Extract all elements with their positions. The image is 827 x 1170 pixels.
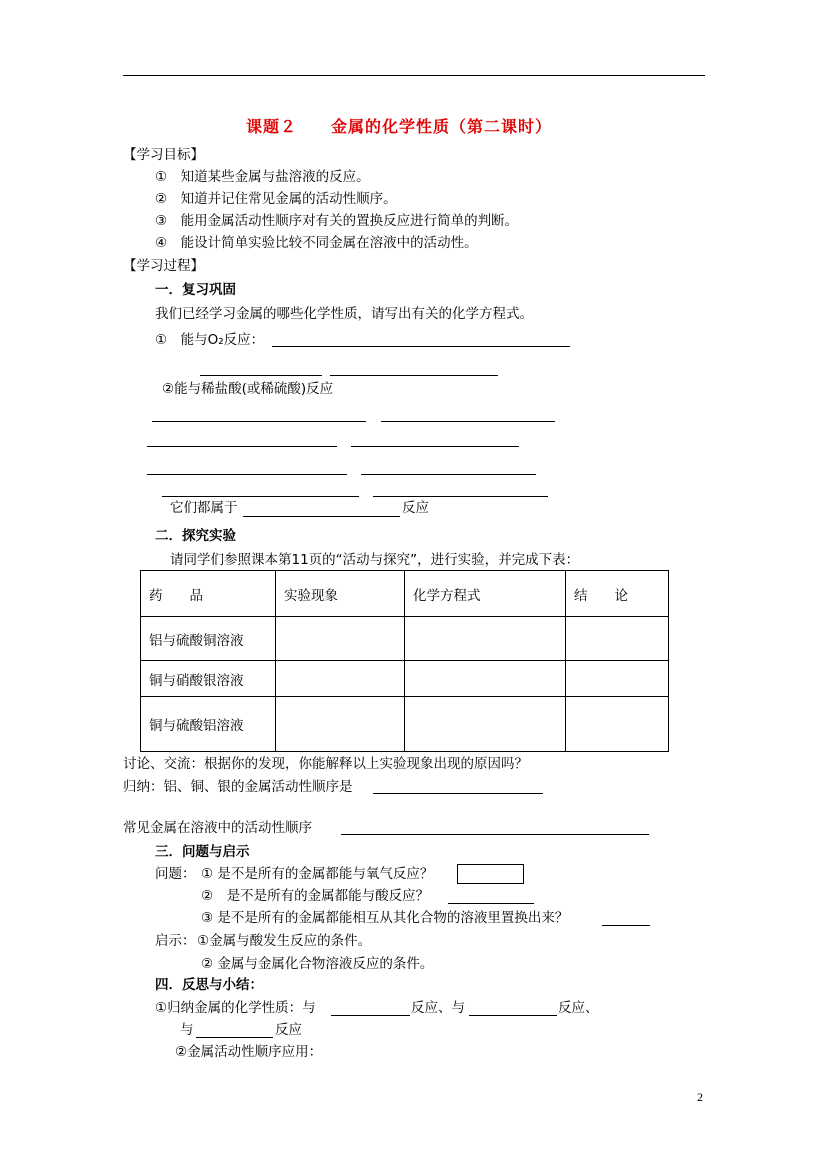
question-3: ③ 是不是所有的金属都能相互从其化合物的溶液里置换出来？ [201, 910, 569, 926]
table-header: 药 品 [141, 571, 276, 617]
review-intro: 我们已经学习金属的哪些化学性质，请写出有关的化学方程式。 [155, 306, 533, 322]
reflection-line3: ②金属活动性顺序应用： [175, 1044, 323, 1060]
goals-heading: 【学习目标】 [123, 147, 204, 163]
discussion-text: 讨论、交流：根据你的发现，你能解释以上实验现象出现的原因吗？ [123, 756, 528, 772]
table-header: 结 论 [566, 571, 669, 617]
reflection-line2-a: 与 [180, 1022, 194, 1038]
table-cell-reagent: 铜与硫酸铝溶液 [141, 697, 276, 752]
table-cell-input[interactable] [566, 697, 669, 752]
review-summary-label: 它们都属于 [170, 500, 238, 516]
table-cell-input[interactable] [405, 697, 566, 752]
experiment-intro: 请同学们参照课本第11页的“活动与探究”，进行实验，并完成下表： [170, 552, 580, 568]
answer-blank[interactable] [351, 446, 519, 447]
reflection-heading: 四．反思与小结： [155, 977, 263, 993]
hint-2: ② 金属与金属化合物溶液反应的条件。 [201, 956, 434, 972]
induction-text: 归纳：铝、铜、银的金属活动性顺序是 [123, 779, 353, 795]
answer-blank[interactable] [469, 1015, 557, 1016]
questions-heading: 三．问题与启示 [155, 844, 250, 860]
table-cell-reagent: 铝与硫酸铜溶液 [141, 617, 276, 661]
answer-blank[interactable] [373, 496, 548, 497]
answer-blank[interactable] [373, 793, 543, 794]
table-header: 实验现象 [276, 571, 405, 617]
table-cell-input[interactable] [276, 617, 405, 661]
page-title: 课题２ 金属的化学性质（第二课时） [246, 117, 553, 136]
goal-item: ② 知道并记住常见金属的活动性顺序。 [155, 191, 397, 207]
common-order-label: 常见金属在溶液中的活动性顺序 [123, 820, 312, 836]
experiment-table [140, 570, 669, 752]
answer-blank[interactable] [200, 375, 322, 376]
answer-blank[interactable] [147, 474, 347, 475]
hints-label: 启示： [155, 933, 196, 949]
table-cell-input[interactable] [405, 617, 566, 661]
table-cell-reagent: 铜与硝酸银溶液 [141, 661, 276, 697]
table-cell-input[interactable] [566, 661, 669, 697]
hint-1: ①金属与酸发生反应的条件。 [197, 933, 372, 949]
reflection-line2-b: 反应 [275, 1022, 302, 1038]
header-rule [123, 75, 705, 76]
goal-item: ① 知道某些金属与盐溶液的反应。 [155, 169, 370, 185]
answer-blank[interactable] [361, 474, 536, 475]
answer-blank[interactable] [330, 375, 498, 376]
answer-blank[interactable] [341, 834, 649, 835]
page-number: 2 [697, 1090, 703, 1104]
table-cell-input[interactable] [566, 617, 669, 661]
table-cell-input[interactable] [276, 661, 405, 697]
question-2: ② 是不是所有的金属都能与酸反应？ [201, 888, 430, 904]
answer-blank[interactable] [196, 1037, 273, 1038]
review-summary-suffix: 反应 [402, 500, 429, 516]
answer-blank[interactable] [147, 446, 337, 447]
review-item-o2: ① 能与O₂反应： [155, 332, 265, 348]
table-cell-input[interactable] [276, 697, 405, 752]
question-1: ① 是不是所有的金属都能与氧气反应？ [201, 866, 434, 882]
answer-blank[interactable] [152, 421, 366, 422]
answer-blank[interactable] [162, 496, 359, 497]
reflection-line1-b: 反应、与 [411, 1000, 465, 1016]
answer-blank[interactable] [381, 421, 555, 422]
table-cell-input[interactable] [405, 661, 566, 697]
answer-blank[interactable] [602, 925, 650, 926]
reflection-line1-c: 反应、 [558, 1000, 599, 1016]
answer-blank[interactable] [331, 1015, 410, 1016]
process-heading: 【学习过程】 [123, 258, 204, 274]
answer-box[interactable] [457, 864, 524, 884]
answer-blank[interactable] [272, 346, 570, 347]
reflection-line1-a: ①归纳金属的化学性质：与 [155, 1000, 316, 1016]
table-header: 化学方程式 [405, 571, 566, 617]
goal-item: ③ 能用金属活动性顺序对有关的置换反应进行简单的判断。 [155, 213, 519, 229]
reaction-type-blank[interactable] [243, 516, 400, 517]
answer-blank[interactable] [448, 903, 534, 904]
experiment-heading: 二．探究实验 [155, 528, 236, 544]
questions-label: 问题： [155, 866, 196, 882]
goal-item: ④ 能设计简单实验比较不同金属在溶液中的活动性。 [155, 235, 478, 251]
review-heading: 一．复习巩固 [155, 282, 236, 298]
review-item-acid: ②能与稀盐酸(或稀硫酸)反应 [162, 381, 334, 397]
